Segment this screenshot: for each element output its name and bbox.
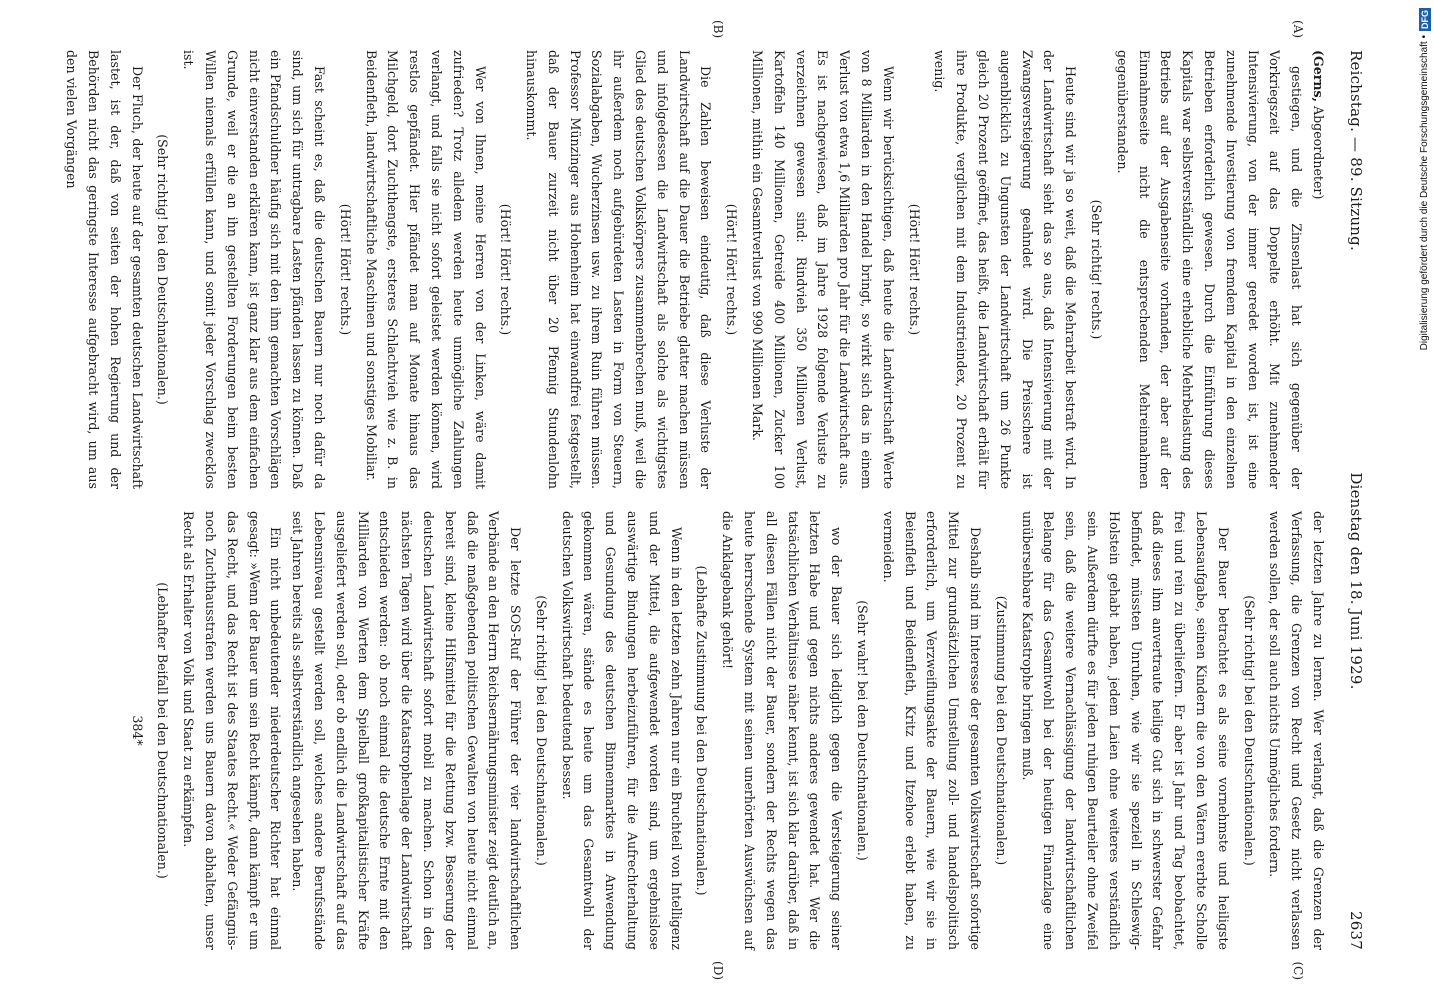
column-left: [64, 50, 1329, 489]
paragraph: Ein nicht unbedeutender niederdeutscher Richter hat einmal gesagt: »Wenn der Bauer um sein Recht kämpft, dann kämpft er um das Recht, und das Recht ist des Staates Recht.« Weder Gefängnis- noch Zuchthausstrafen werden uns Bauern davon abhalten, unser Recht als Erhalter von Volk und Staat zu erkämpfen.: [181, 511, 284, 950]
column-right: [85, 511, 1329, 950]
margin-letter-c: (C): [1291, 961, 1305, 980]
interjection: (Sehr wahr! bei den Deutschnationalen.): [855, 600, 871, 861]
speaker-role: Abgeordneter): [1311, 106, 1326, 200]
paragraph: Wenn wir berücksichtigen, daß heute die Landwirtschaft Werte von 8 Milliarden in den Handel bringt, so wirkt sich das in einem Verlust von etwa 1,6 Milliarden pro Jahr für die Landwirtschaft aus. Es ist nachgewiesen, daß im Jahre 1928 folgende Verluste zu verzeichnen gewesen sind: Rindvieh 350 Millionen Verlust, Kartoffeln 140 Millionen, Getreide 400 Millionen, Zucker 100 Millionen, mithin ein Gesamtverlust von 990 Millionen Mark.: [750, 50, 896, 489]
interjection: (Hört! Hört! rechts.): [906, 203, 922, 336]
margin-letter-b: (B): [711, 20, 725, 39]
dfg-logo: DFG: [1420, 10, 1430, 29]
interjection: (Lebhafter Beifall bei den Deutschnationalen.): [155, 582, 171, 879]
paragraph: Fast scheint es, daß die deutschen Bauern nur noch dafür da sind, um sich für untragbare Lasten pfänden lassen zu können. Daß ein Pfandschuldner häufig sich mit den ihm gemachten Vorschlägen nicht einverstanden erklären kann, ist ganz klar aus dem einfachen Grunde, weil er die an ihn gestellten Forderungen beim besten Willen niemals erfüllen kann, und somit jeder Vorschlag zwecklos ist.: [181, 50, 327, 489]
page-header: [1339, 50, 1365, 950]
paragraph: gestiegen, und die Zinsenlast hat sich gegenüber der Vorkriegszeit auf das Doppelte erhöht. Mit zunehmender Intensivierung, von der immer geredet worden ist, ist eine zunehmende Investierung von fremdem Kapital in den einzelnen Betrieben erforderlich gewesen. Durch die Einführung dieses Kapitals war selbstverständlich eine erhebliche Mehrbelastung des Betriebs auf der Ausgabenseite vorhanden, der aber auf der Einnahmeseite nicht die entsprechenden Mehreinnahmen gegenüberstanden.: [1114, 50, 1305, 489]
interjection: (Sehr richtig! bei den Deutschnationalen.): [533, 595, 549, 866]
interjection: (Sehr richtig! bei den Deutschnationalen.): [155, 134, 171, 405]
interjection: (Zustimmung bei den Deutschnationalen.): [993, 595, 1009, 866]
interjection: (Sehr richtig! rechts.): [1089, 199, 1105, 340]
paragraph: Der Bauer betrachtet es als seine vornehmste und heiligste Lebensaufgabe, seinen Kindern die von den Vätern ererbte Scholle frei und rein zu überliefern. Er aber ist Jahr und Tag beobachtet, daß dieses ihm anvertraute heilige Gut sich in schwerster Gefahr befindet, müssten Unruhen, wie wir sie speziell in Schleswig-Holstein gehabt haben, jedem Laien ohne weiteres verständlich sein. Außerdem dürfte es für jeden ruhigen Beurteiler ohne Zweifel sein, daß die weitere Vernachlässigung der landwirtschaftlichen Belange für das Gesamtwohl bei der heutigen Finanzlage eine unübersehbare Katastrophe bringen muß.: [1019, 511, 1231, 950]
interjection: (Hört! Hört! rechts.): [724, 203, 740, 336]
signature-mark: 384*: [129, 715, 145, 746]
paragraph: Deshalb sind im Interesse der gesamten Volkswirtschaft sofortige Mittel zur grundsätzlichen Umstellung zoll- und handelspolitisch erforderlich, um Verzweiflungsakte der Bauern, wie wir sie in Beienfleth und Beidenfleth, Kritz und Itzehoe erlebt haben, zu vermeiden.: [880, 511, 984, 950]
attribution-text: Digitalisierung gefördert durch die Deutsche Forschungsgemeinschaft •: [1419, 35, 1430, 351]
header-date: Dienstag den 18. Juni 1929.: [1347, 472, 1365, 690]
margin-letter-d: (D): [711, 961, 725, 980]
speaker-line: [1307, 50, 1329, 489]
page-number: 2637: [1347, 911, 1365, 950]
paragraph: der letzten Jahre zu lernen. Wer verlangt, daß die Grenzen der Verfassung, die Grenzen von Recht und Gesetz nicht verlassen werden sollen, der soll auch nichts Unmögliches fordern.: [1267, 511, 1326, 950]
interjection: (Hört! Hört! rechts.): [498, 203, 514, 336]
rotated-page: [64, 20, 1365, 980]
paragraph: Heute sind wir ja so weit, daß die Mehrarbeit bestraft wird. In der Landwirtschaft sieht das so aus, daß Intensivierung mit der Zwangsversteigerung geahndet wird. Die Preisschere ist augenblicklich zu Ungunsten der Landwirtschaft um 26 Punkte gleich 20 Prozent geöffnet, das heißt, die Landwirtschaft erhält für ihre Produkte, verglichen mit dem Industrieindex, 20 Prozent zu wenig.: [932, 50, 1079, 489]
text-columns: [64, 50, 1329, 950]
interjection: (Hört! Hört! rechts.): [337, 203, 353, 336]
interjection: (Lebhafte Zustimmung bei den Deutschnationalen.): [694, 565, 710, 896]
paragraph: Der letzte SOS-Ruf der Führer der vier landwirtschaftlichen Verbände an den Herrn Reichsernährungsminister zeigt deutlich an, daß die maßgebenden politischen Gewalten von heute nicht einmal bereit sind, kleine Hilfsmittel für die Rettung bzw. Besserung der deutschen Landwirtschaft sofort mobil zu machen. Schon in den nächsten Tagen wird über die Katastrophenlage der Landwirtschaft entschieden werden: ob noch einmal die deutsche Ernte mit den Milliarden von Werten dem Spielball großkapitalistischer Kräfte ausgeliefert werden soll, oder ob endlich die Landwirtschaft auf das Lebensniveau gestellt werden soll, welches andere Berufsstände seit Jahren bereits als selbstverständlich angesehen haben.: [290, 511, 524, 950]
paragraph: Wer von Ihnen, meine Herren von der Linken, wäre damit zufrieden? Trotz alledem werden heute unmögliche Zahlungen verlangt, und falls sie nicht sofort geleistet werden können, wird restlos gepfändet. Hier pfändet man auf Monate hinaus das Milchgeld, dort Zuchthengste, ersteres Schlachtvieh wie z. B. in Beidenfleth, landwirtschaftliche Maschinen und sonstiges Mobiliar.: [363, 50, 488, 489]
paragraph: Die Zahlen beweisen eindeutig, daß diese Verluste der Landwirtschaft auf die Dauer die Betriebe glatter machen müssen und infolgedessen die Landwirtschaft als solche als wichtigstes Glied des deutschen Volkskörpers zusammenbrechen muß, weil die ihr außerdem noch aufgebürdeten Lasten in Form von Steuern, Sozialabgaben, Wucherzinsen usw. zu ihrem Ruin führen müssen. Professor Münzinger aus Hohenheim hat einwandfrei festgestellt, daß der Bauer zurzeit nicht über 20 Pfennig Stundenlohn hinauskommt.: [524, 50, 714, 489]
interjection: (Sehr richtig! bei den Deutschnationalen.): [1241, 595, 1257, 866]
paragraph: wo der Bauer sich lediglich gegen die Versteigerung seiner letzten Habe und gegen nichts anderes gewendet hat. Wer die tatsächlichen Verhältnisse näher kennt, ist sich klar darüber, daß in all diesen Fällen nicht der Bauer, sondern der Rechts wegen das heute herrschende System mit seinen unerhörten Auswüchsen auf die Anklagebank gehört!: [720, 511, 845, 950]
header-left: Reichstag. — 89. Sitzung.: [1347, 50, 1365, 251]
paragraph: Der Fluch, der heute auf der gesamten deutschen Landwirtschaft lastet, ist der, daß von seiten der hohen Regierung und der Behörden nicht das geringste Interesse aufgebracht wird, um aus den vielen Vorgängen: [64, 50, 145, 489]
speaker-name: (Gerns,: [1311, 50, 1326, 102]
paragraph: Wenn in den letzten zehn Jahren nur ein Bruchteil von Intelligenz und der Mittel, die aufgewendet worden sind, um ergebnislose auswärtige Bindungen herbeizuführen, für die Aufrechterhaltung und Gesundung des deutschen Binnenmarktes in Anwendung gekommen wären, stände es heute um das Gesamtwohl der deutschen Volkswirtschaft bedeutend besser.: [559, 511, 684, 950]
attribution-strip: [1418, 8, 1432, 992]
margin-letter-a: (A): [1291, 20, 1305, 39]
